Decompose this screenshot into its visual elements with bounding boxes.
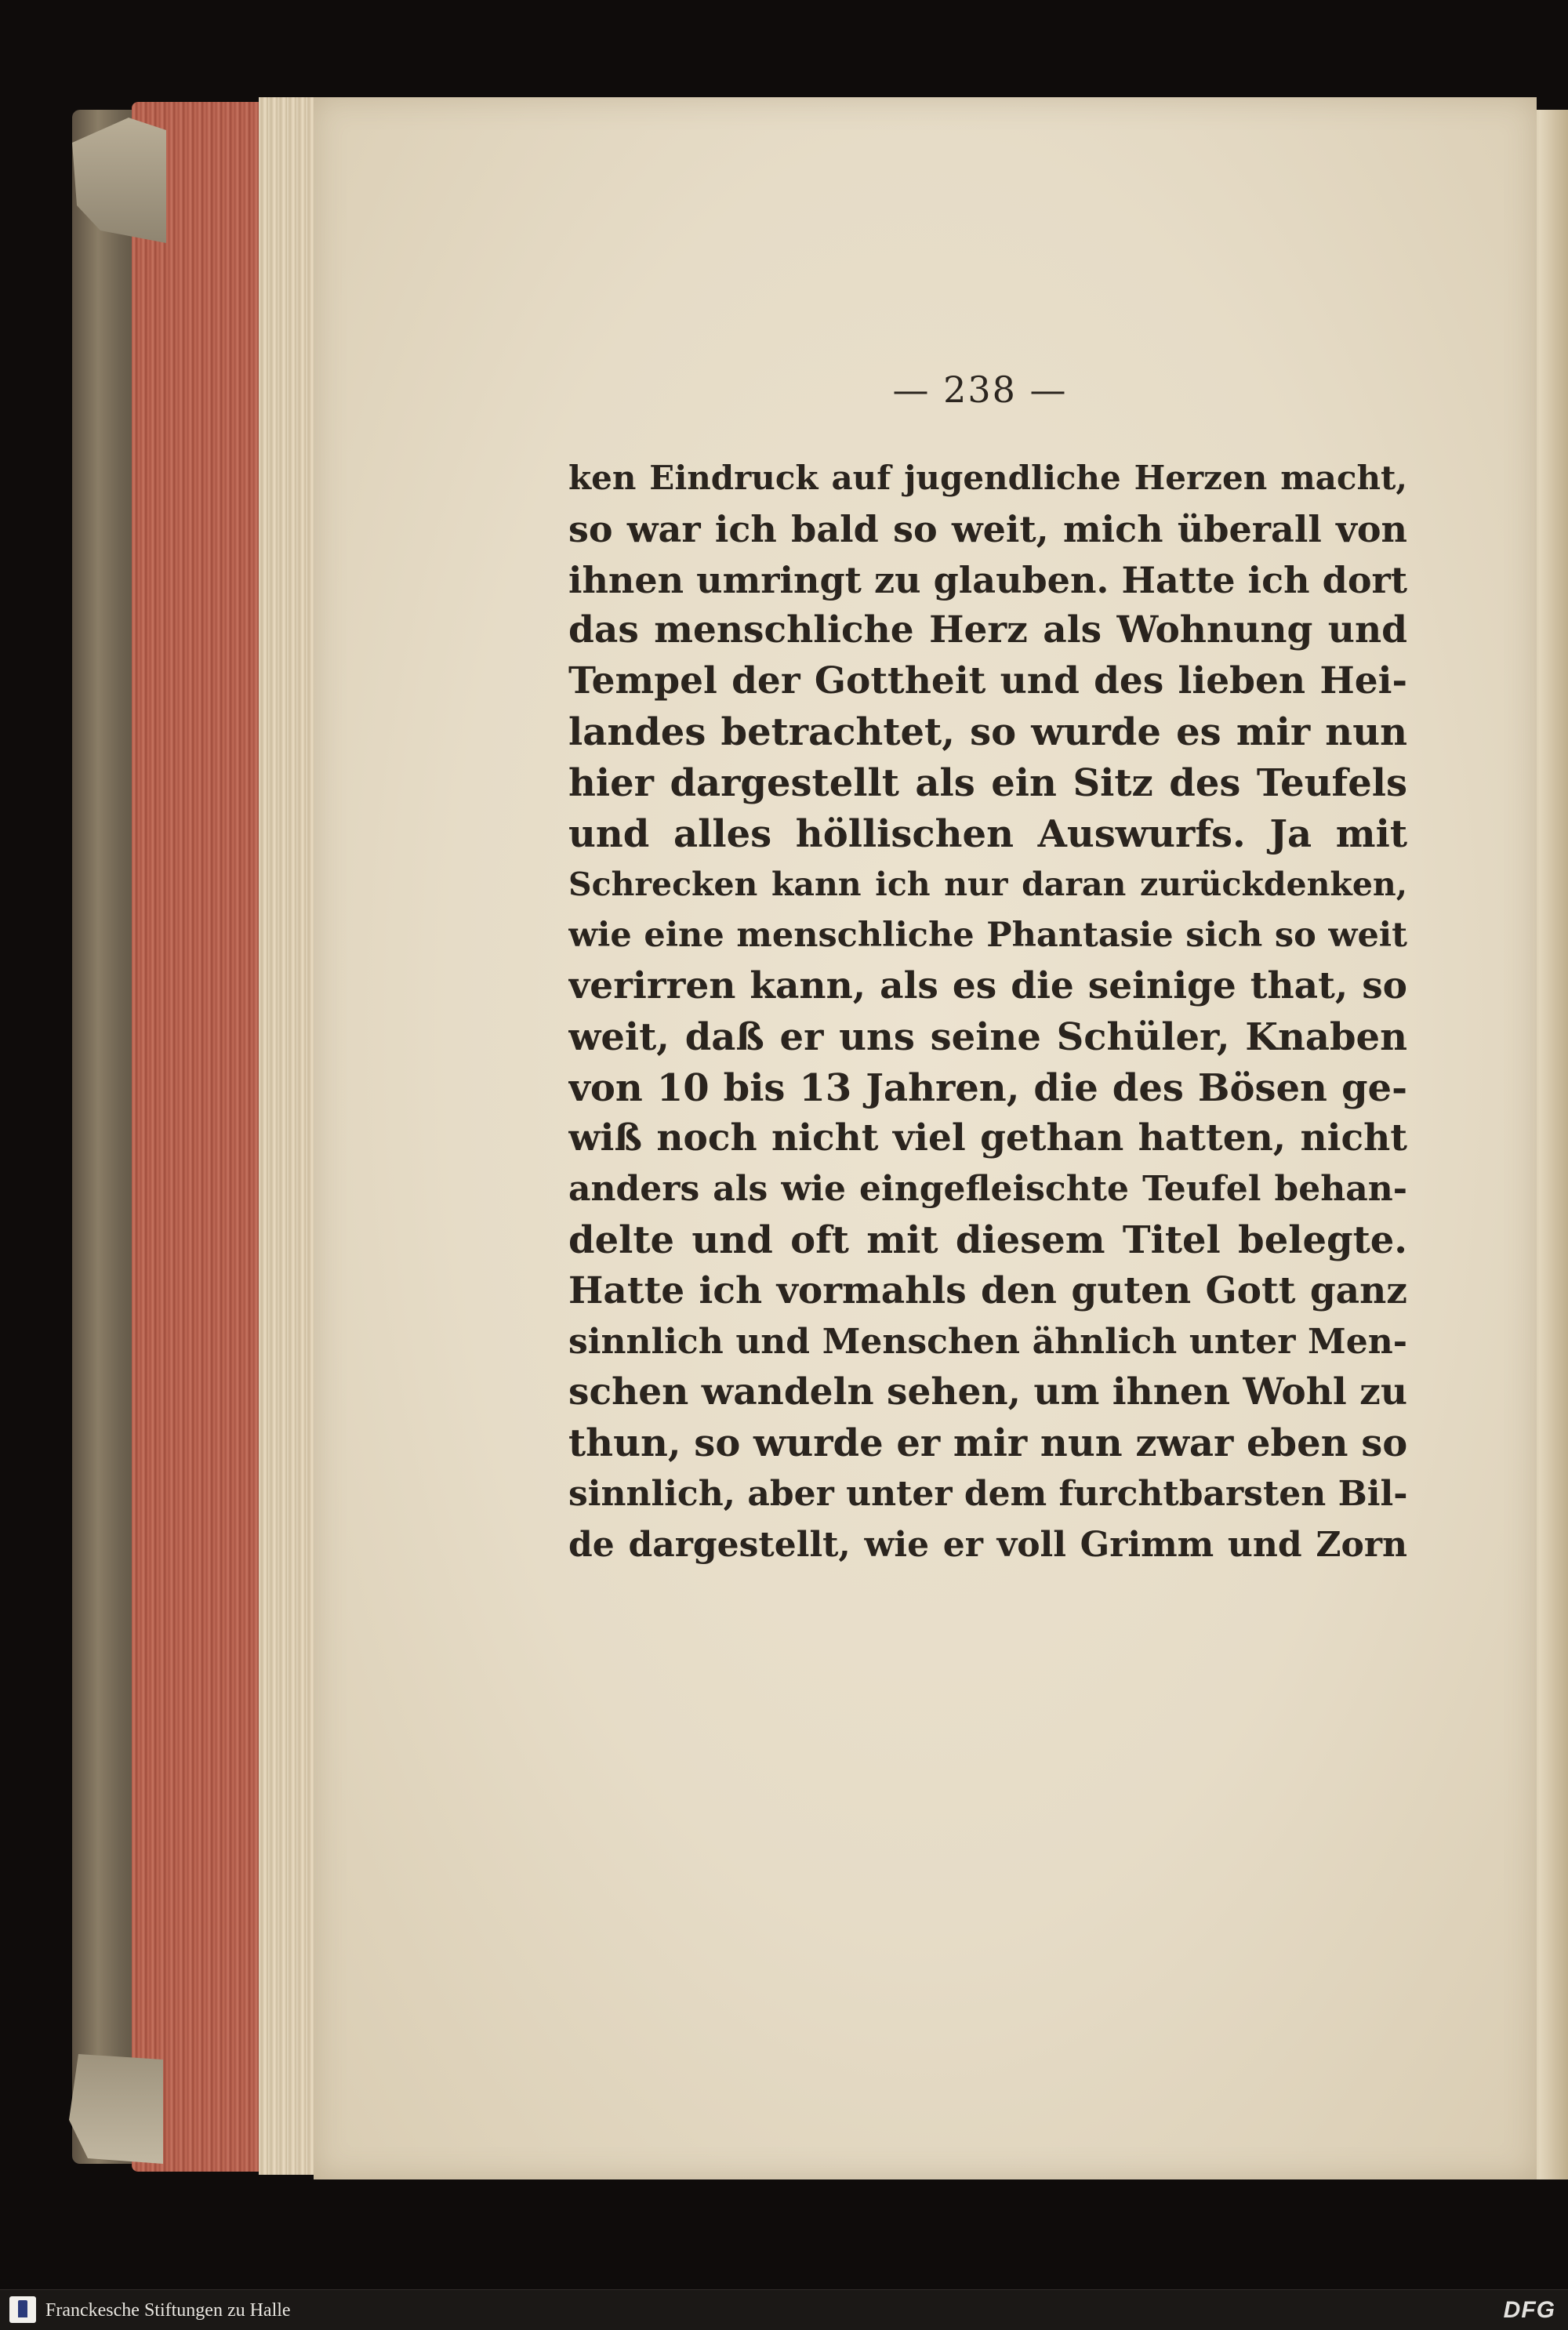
page-number: 238 [943,368,1017,411]
text-line: thun, so wurde er mir nun zwar eben so [568,1421,1407,1466]
text-line: sinnlich und Menschen ähnlich unter Men- [568,1321,1407,1362]
text-line: hier dargestellt als ein Sitz des Teufels [568,760,1407,805]
text-line: schen wandeln sehen, um ihnen Wohl zu [568,1370,1407,1414]
header-left-dash: — [892,368,931,411]
text-line: Schrecken kann ich nur daran zurückdenken, [568,866,1407,904]
dfg-logo: DFG [1503,2297,1555,2323]
text-line: und alles höllischen Auswurfs. Ja mit [568,811,1407,856]
text-line: das menschliche Herz als Wohnung und [568,608,1407,652]
text-line: Tempel der Gottheit und des lieben Hei- [568,659,1407,703]
page-stack-inner [259,97,321,2175]
text-line: wiß noch nicht viel gethan hatten, nicht [568,1116,1407,1160]
cover-tear-bottom [69,2054,163,2164]
text-line: ken Eindruck auf jugendliche Herzen macht, [568,459,1407,497]
institution-name: Franckesche Stiftungen zu Halle [45,2300,291,2321]
page-header [855,368,1105,411]
text-line: landes betrachtet, so wurde es mir nun [568,710,1407,754]
text-line: weit, daß er uns seine Schüler, Knaben [568,1014,1407,1059]
viewer-footer [0,2289,1568,2330]
text-line: wie eine menschliche Phantasie sich so weit [568,916,1407,956]
text-line: delte und oft mit diesem Titel belegte. [568,1218,1407,1262]
text-line: sinnlich, aber unter dem furchtbarsten Bil- [568,1473,1407,1514]
text-line: verirren kann, als es die seinige that, so [568,964,1407,1007]
text-line: so war ich bald so weit, mich überall von [568,507,1407,550]
francke-foundation-logo-icon [9,2296,36,2323]
text-line: von 10 bis 13 Jahren, die des Bösen ge- [568,1065,1407,1110]
header-right-dash: — [1029,368,1068,411]
page-body-text [568,453,1407,1571]
text-line: Hatte ich vormahls den guten Gott ganz [568,1268,1407,1312]
text-line: anders als wie eingefleischte Teufel behan- [568,1169,1407,1210]
text-line: ihnen umringt zu glauben. Hatte ich dort [568,558,1407,601]
text-line: de dargestellt, wie er voll Grimm und Zorn [568,1524,1407,1565]
